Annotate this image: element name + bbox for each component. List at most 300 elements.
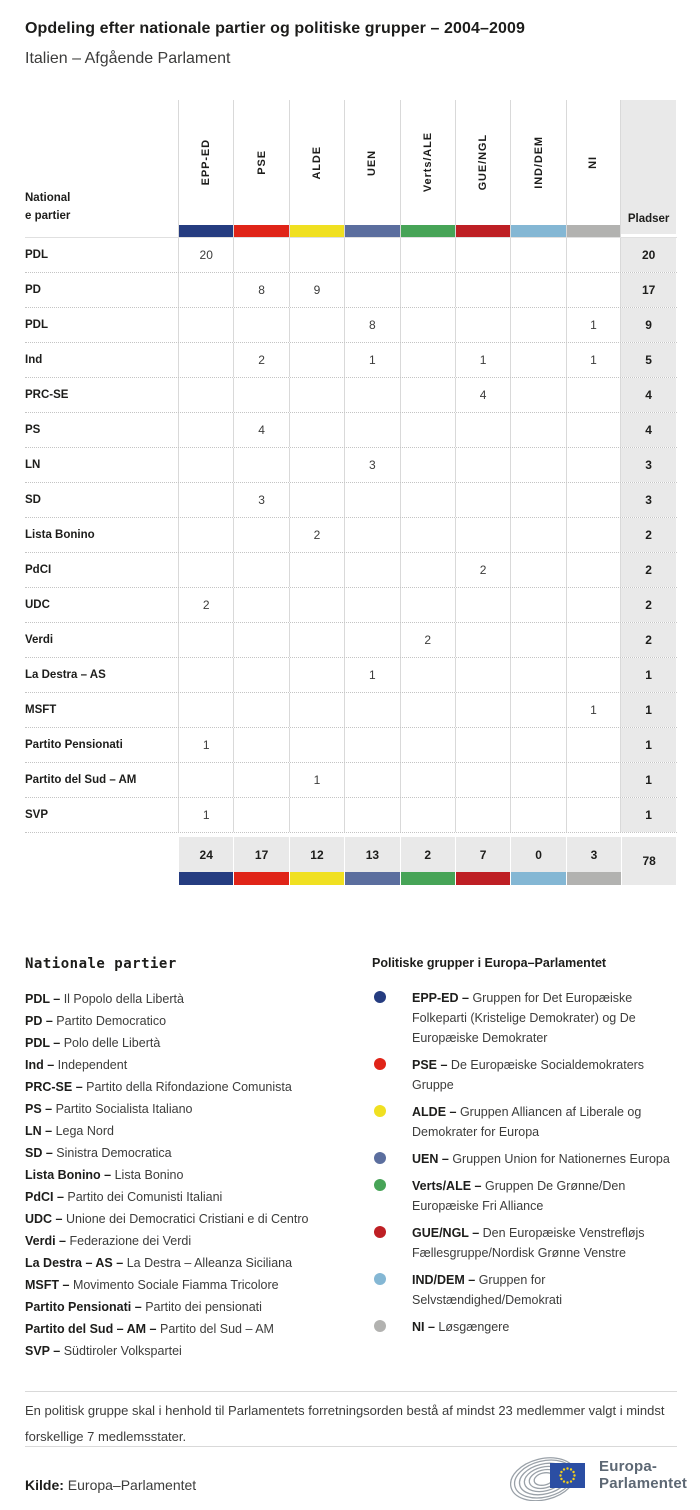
value-cell (455, 553, 510, 587)
total-value: 7 (456, 837, 510, 872)
value-cell (455, 693, 510, 727)
value-cell (233, 308, 288, 342)
total-value: 2 (401, 837, 455, 872)
value-cell (400, 798, 455, 832)
value: 4 (258, 423, 265, 437)
seats-cell (621, 273, 676, 307)
value-cell (233, 588, 288, 622)
group-label: EPP-ED (200, 139, 213, 186)
value: 3 (258, 493, 265, 507)
table-row (25, 308, 677, 343)
group-color-bar (179, 872, 233, 885)
legend-color-dot-icon (374, 1273, 386, 1285)
value-cell (289, 413, 344, 447)
value-cell (289, 623, 344, 657)
page-subtitle: Italien – Afgående Parlament (25, 50, 231, 67)
value-cell (566, 658, 621, 692)
value: 4 (479, 388, 487, 402)
legend-groups-list (372, 988, 677, 1337)
total-cell (289, 837, 344, 885)
row-label-cell (25, 413, 178, 447)
source-label: Kilde: (25, 1477, 64, 1493)
total-cell (233, 837, 288, 885)
seats-value: 1 (645, 773, 652, 787)
value-cell (455, 728, 510, 762)
legend-item (25, 1120, 372, 1142)
ep-logo-hemicycle-icon (510, 1449, 594, 1501)
value-cell (510, 448, 565, 482)
value-cell (455, 378, 510, 412)
group-column-header (344, 100, 399, 237)
seats-value: 5 (645, 353, 652, 367)
legend-abbr: Verts/ALE – (412, 1179, 482, 1193)
value: 9 (313, 283, 321, 297)
value-cell (400, 623, 455, 657)
row-label: Partito del Sud – AM (25, 774, 137, 786)
value: 2 (313, 528, 321, 542)
seats-value: 1 (645, 703, 652, 717)
value-cell (233, 553, 288, 587)
value-cell (289, 553, 344, 587)
legend-item (25, 1142, 372, 1164)
value-cell (566, 623, 621, 657)
value-cell (400, 378, 455, 412)
legend-item (25, 1032, 372, 1054)
value-cell (233, 763, 288, 797)
value-cell (233, 378, 288, 412)
value-cell (510, 658, 565, 692)
value-cell (566, 273, 621, 307)
table-row (25, 658, 677, 693)
value-cell (233, 728, 288, 762)
table-row (25, 763, 677, 798)
legend-national-parties (25, 956, 372, 1362)
legend-name: Gruppen for Selvstændighed/Demokrati (412, 1273, 563, 1307)
value-cell (289, 588, 344, 622)
value-cell (344, 763, 399, 797)
table-row (25, 518, 677, 553)
legend-name: Partito del Sud – AM (160, 1322, 274, 1336)
ep-logo-text-line2: Parlamentet (599, 1475, 688, 1492)
legend-abbr: MSFT – (25, 1278, 70, 1292)
value-cell (233, 483, 288, 517)
total-value: 0 (511, 837, 565, 872)
legend-abbr: PSE – (412, 1058, 448, 1072)
value-cell (344, 728, 399, 762)
seats-cell (621, 308, 676, 342)
seats-value: 2 (645, 633, 652, 647)
seats-value: 17 (641, 283, 656, 297)
row-label: Partito Pensionati (25, 739, 123, 751)
value: 1 (313, 773, 321, 787)
legend-item (25, 1340, 372, 1362)
value-cell (344, 273, 399, 307)
group-color-bar (511, 225, 565, 237)
value-cell (400, 308, 455, 342)
legend-abbr: PS – (25, 1102, 53, 1116)
value-cell (566, 518, 621, 552)
row-label-cell (25, 658, 178, 692)
legend-abbr: PDL – (25, 992, 61, 1006)
ep-logo (510, 1449, 687, 1501)
row-label: PdCI (25, 564, 52, 576)
value-cell (233, 448, 288, 482)
value-cell (510, 588, 565, 622)
row-label-cell (25, 273, 178, 307)
value-cell (566, 763, 621, 797)
group-column-header (510, 100, 565, 237)
legend-item (25, 1252, 372, 1274)
group-column-header (233, 100, 288, 237)
legend-name: Federazione dei Verdi (69, 1234, 192, 1248)
seats-value: 1 (645, 668, 652, 682)
legend-abbr: PD – (25, 1014, 53, 1028)
table-row (25, 623, 677, 658)
legend-name: Gruppen Alliancen af Liberale og Demokrater for Europa (412, 1105, 642, 1139)
seats-value: 4 (645, 388, 652, 402)
row-label: PDL (25, 319, 48, 331)
value-cell (566, 238, 621, 272)
legend-color-dot-icon (374, 1058, 386, 1070)
total-cell (344, 837, 399, 885)
group-color-bar (456, 225, 510, 237)
group-color-bar (179, 225, 233, 237)
value-cell (344, 798, 399, 832)
legend-name: Gruppen for Det Europæiske Folkeparti (Kristelige Demokrater) og De Europæiske Demokrater (412, 991, 636, 1045)
seats-value: 3 (645, 493, 652, 507)
legend-item (25, 1296, 372, 1318)
value-cell (289, 448, 344, 482)
row-header-line2: e partier (25, 210, 71, 222)
value-cell (344, 553, 399, 587)
table-row (25, 413, 677, 448)
group-column-headers (178, 100, 621, 237)
legend-name: Polo delle Libertà (63, 1036, 161, 1050)
value-cell (289, 658, 344, 692)
value-cell (566, 378, 621, 412)
value: 8 (258, 283, 265, 297)
value-cell (510, 798, 565, 832)
row-header-line1: National (25, 192, 71, 204)
legend-name: La Destra – Alleanza Siciliana (126, 1256, 293, 1270)
value-cell (289, 483, 344, 517)
value-cell (289, 308, 344, 342)
group-label: IND/DEM (532, 136, 545, 189)
table-row (25, 693, 677, 728)
value: 8 (369, 318, 376, 332)
value-cell (510, 763, 565, 797)
table-row (25, 273, 677, 308)
value-cell (178, 483, 233, 517)
legend-abbr: Ind – (25, 1058, 55, 1072)
seats-cell (621, 448, 676, 482)
seats-cell (621, 518, 676, 552)
legend-color-dot-icon (374, 1179, 386, 1191)
value-cell (455, 448, 510, 482)
row-label-cell (25, 518, 178, 552)
legend-abbr: SD – (25, 1146, 53, 1160)
value-cell (289, 728, 344, 762)
total-value: 24 (179, 837, 233, 872)
value-cell (344, 588, 399, 622)
legend-abbr: UDC – (25, 1212, 63, 1226)
value-cell (178, 413, 233, 447)
legend-item (25, 1186, 372, 1208)
value-cell (455, 658, 510, 692)
seats-cell (621, 798, 676, 832)
total-value: 17 (234, 837, 288, 872)
value-cell (233, 798, 288, 832)
group-label: UEN (366, 149, 379, 176)
row-label: UDC (25, 599, 50, 611)
legend-item (372, 1055, 677, 1095)
value-cell (178, 798, 233, 832)
value-cell (344, 518, 399, 552)
value-cell (455, 343, 510, 377)
value: 2 (424, 633, 432, 647)
seats-cell (621, 238, 676, 272)
legend-abbr: SVP – (25, 1344, 61, 1358)
row-label-cell (25, 623, 178, 657)
row-label-cell (25, 343, 178, 377)
value-cell (400, 693, 455, 727)
group-color-bar (345, 872, 399, 885)
group-label: Verts/ALE (421, 132, 434, 193)
footnote: En politisk gruppe skal i henhold til Parlamentets forretningsorden bestå af mindst 23 medlemmer valgt i mindst forskellige 7 medlemsstater. (25, 1403, 665, 1444)
value-cell (566, 588, 621, 622)
legend-name: Movimento Sociale Fiamma Tricolore (72, 1278, 279, 1292)
seats-value: 3 (645, 458, 652, 472)
row-label: MSFT (25, 704, 57, 716)
group-color-bar (290, 225, 344, 237)
legend-name: Gruppen Union for Nationernes Europa (452, 1152, 670, 1166)
row-label-cell (25, 693, 178, 727)
legend-abbr: Lista Bonino – (25, 1168, 112, 1182)
group-column-header (289, 100, 344, 237)
legend-abbr: PDL – (25, 1036, 61, 1050)
value-cell (455, 763, 510, 797)
row-label-cell (25, 553, 178, 587)
legend-item (25, 1164, 372, 1186)
legend-abbr: NI – (412, 1320, 435, 1334)
value-cell (400, 588, 455, 622)
legend-abbr: Partito Pensionati – (25, 1300, 142, 1314)
legend-abbr: ALDE – (412, 1105, 457, 1119)
total-value: 12 (290, 837, 344, 872)
value-cell (455, 413, 510, 447)
legend-item (25, 1010, 372, 1032)
value-cell (178, 308, 233, 342)
row-label: PS (25, 424, 41, 436)
legend-abbr: UEN – (412, 1152, 449, 1166)
legend-national-heading: Nationale partier (25, 956, 177, 972)
group-label: GUE/NGL (477, 134, 490, 191)
group-label: NI (587, 156, 600, 169)
value-cell (400, 658, 455, 692)
legend-abbr: PdCI – (25, 1190, 64, 1204)
legend-item (25, 1076, 372, 1098)
seats-cell (621, 658, 676, 692)
value-cell (233, 658, 288, 692)
value-cell (566, 343, 621, 377)
value-cell (178, 623, 233, 657)
row-label-cell (25, 798, 178, 832)
seats-cell (621, 378, 676, 412)
legend-political-groups (372, 956, 677, 1362)
value: 1 (590, 703, 597, 717)
value-cell (178, 518, 233, 552)
value: 1 (202, 738, 210, 752)
total-value: 13 (345, 837, 399, 872)
row-label: SD (25, 494, 41, 506)
value-cell (289, 273, 344, 307)
distribution-table (25, 100, 677, 885)
value-cell (178, 728, 233, 762)
legend-name: Unione dei Democratici Cristiani e di Centro (66, 1212, 309, 1226)
eu-flag-icon (550, 1463, 585, 1488)
value-cell (400, 483, 455, 517)
legend-name: Partito dei pensionati (145, 1300, 262, 1314)
ep-logo-text (599, 1458, 687, 1492)
source-value: Europa–Parlamentet (67, 1477, 197, 1493)
group-color-bar (401, 225, 455, 237)
legend-color-dot-icon (374, 991, 386, 1003)
value-cell (178, 588, 233, 622)
value-cell (566, 483, 621, 517)
legend-item (25, 1208, 372, 1230)
value-cell (400, 448, 455, 482)
value-cell (178, 378, 233, 412)
value-cell (510, 413, 565, 447)
group-label: ALDE (310, 145, 323, 180)
value-cell (510, 623, 565, 657)
legend-item (25, 1274, 372, 1296)
value: 1 (479, 353, 487, 367)
value: 1 (590, 353, 597, 367)
group-column-header (566, 100, 621, 237)
legend-abbr: Partito del Sud – AM – (25, 1322, 157, 1336)
legend-abbr: LN – (25, 1124, 53, 1138)
table-row (25, 728, 677, 763)
legend-name: Løsgængere (438, 1320, 510, 1334)
value-cell (400, 413, 455, 447)
seats-cell (621, 623, 676, 657)
table-row (25, 448, 677, 483)
row-label: Ind (25, 354, 43, 366)
row-label-cell (25, 728, 178, 762)
value-cell (400, 518, 455, 552)
legend-color-dot-icon (374, 1105, 386, 1117)
legend-color-dot-icon (374, 1152, 386, 1164)
seats-cell (621, 483, 676, 517)
legend-name: Partito dei Comunisti Italiani (67, 1190, 223, 1204)
value-cell (400, 343, 455, 377)
ep-logo-text-line1: Europa- (599, 1458, 658, 1475)
table-row (25, 553, 677, 588)
divider (25, 1446, 677, 1447)
value-cell (178, 448, 233, 482)
value-cell (510, 483, 565, 517)
legend-item (25, 988, 372, 1010)
value-cell (344, 413, 399, 447)
value-cell (178, 273, 233, 307)
value-cell (455, 518, 510, 552)
value-cell (289, 343, 344, 377)
row-label: La Destra – AS (25, 669, 106, 681)
legend-name: Il Popolo della Libertà (63, 992, 184, 1006)
legend-name: De Europæiske Socialdemokraters Gruppe (412, 1058, 645, 1092)
value-cell (400, 763, 455, 797)
value: 20 (199, 248, 213, 262)
value-cell (455, 483, 510, 517)
legend-item (25, 1318, 372, 1340)
seats-cell (621, 728, 676, 762)
legend-name: Südtiroler Volkspartei (63, 1344, 182, 1358)
value-cell (344, 308, 399, 342)
value-cell (289, 238, 344, 272)
total-cell (510, 837, 565, 885)
value-cell (289, 798, 344, 832)
group-color-bar (234, 872, 288, 885)
seats-cell (621, 588, 676, 622)
table-row (25, 378, 677, 413)
seats-cell (621, 413, 676, 447)
table-row (25, 588, 677, 623)
value-cell (289, 378, 344, 412)
group-color-bar (456, 872, 510, 885)
group-color-bar (567, 872, 621, 885)
legend-item (372, 1176, 677, 1216)
legend-name: Sinistra Democratica (56, 1146, 172, 1160)
value-cell (344, 448, 399, 482)
value-cell (566, 308, 621, 342)
legend-item (372, 1317, 677, 1337)
legend-abbr: IND/DEM – (412, 1273, 476, 1287)
row-label: PD (25, 284, 41, 296)
value-cell (400, 273, 455, 307)
legend-color-dot-icon (374, 1320, 386, 1332)
value: 2 (202, 598, 210, 612)
seats-column-header (621, 100, 676, 234)
value: 1 (369, 668, 376, 682)
value-cell (455, 798, 510, 832)
legend-item (372, 988, 677, 1048)
value-cell (344, 623, 399, 657)
legend-name: Lista Bonino (114, 1168, 184, 1182)
value-cell (455, 308, 510, 342)
seats-cell (621, 693, 676, 727)
value-cell (566, 413, 621, 447)
total-cell (455, 837, 510, 885)
value-cell (455, 588, 510, 622)
table-row (25, 238, 677, 273)
legend-name: Den Europæiske Venstrefløjs Fællesgruppe/Nordisk Grønne Venstre (412, 1226, 645, 1260)
total-cell (400, 837, 455, 885)
value-cell (178, 763, 233, 797)
row-label: SVP (25, 809, 49, 821)
group-column-header (178, 100, 233, 237)
seats-value: 4 (645, 423, 652, 437)
value-cell (344, 238, 399, 272)
seats-value: 2 (645, 598, 652, 612)
value-cell (510, 693, 565, 727)
seats-value: 1 (645, 738, 652, 752)
group-color-bar (401, 872, 455, 885)
total-seats-cell: 78 (621, 837, 676, 885)
legend-groups-heading: Politiske grupper i Europa–Parlamentet (372, 956, 607, 970)
value-cell (233, 623, 288, 657)
value-cell (566, 798, 621, 832)
